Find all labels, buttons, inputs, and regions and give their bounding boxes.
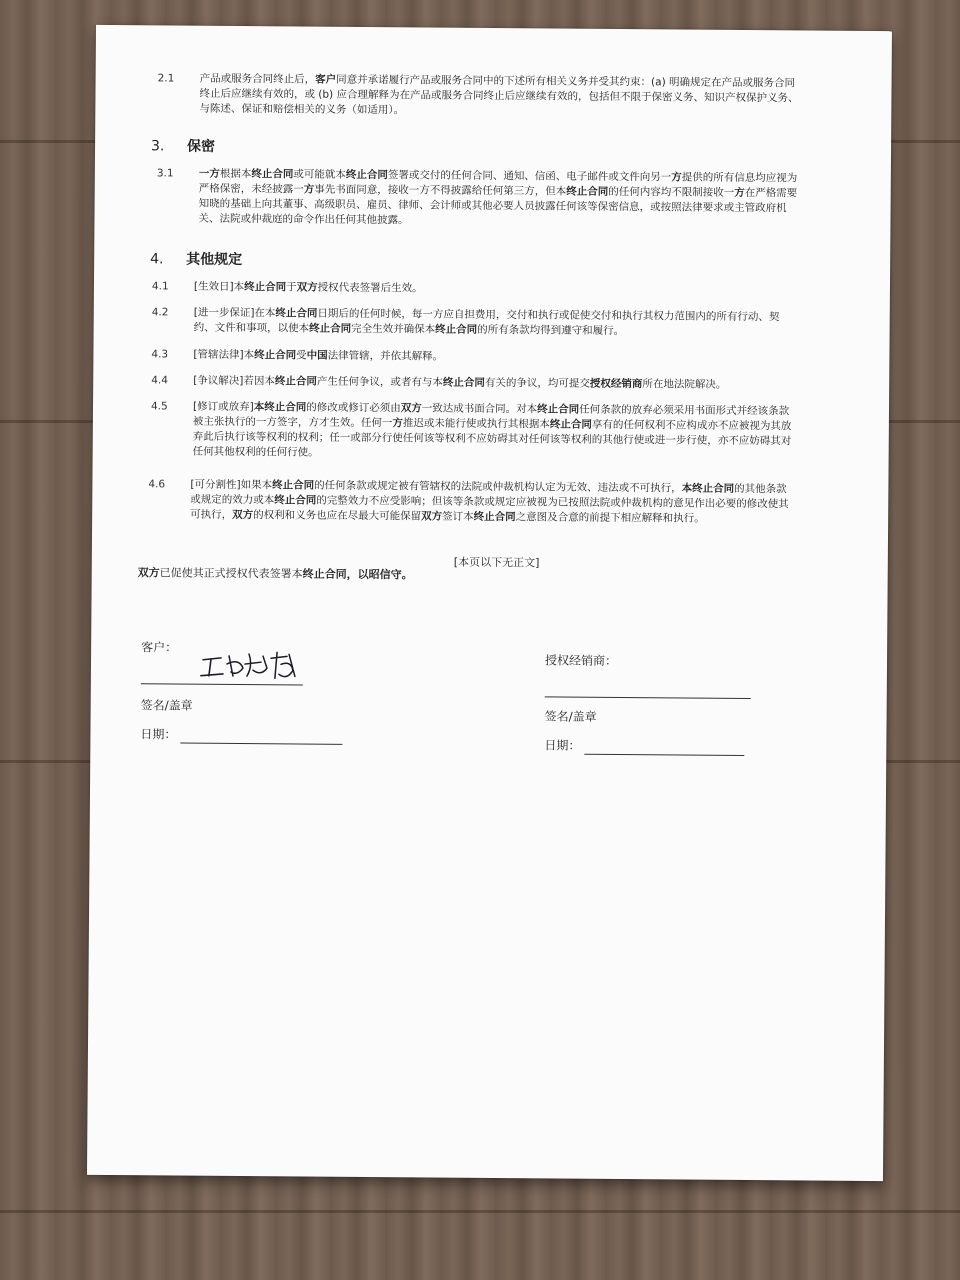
witness-statement bbox=[138, 565, 413, 583]
clause-text: 事先书面同意，接收一方不得披露给任何第三方，但本 bbox=[314, 183, 567, 198]
clause-text: 知晓的基础上向其董事、高级职员、雇员、律师、会计师或其他必要人员披露任何该等保密信息，或按照法律要求或主管政府机 bbox=[198, 197, 787, 215]
bold-term: 方 bbox=[303, 183, 315, 196]
bold-term: 终止合同 bbox=[254, 349, 297, 362]
clause-4-3 bbox=[151, 347, 871, 363]
clause-body bbox=[194, 280, 423, 297]
witness-text: 已促使其正式授权代表签署本 bbox=[159, 566, 303, 581]
clause-line bbox=[193, 374, 726, 393]
clause-number: 3.1 bbox=[156, 167, 174, 180]
bold-term: 终止合同 bbox=[251, 168, 294, 181]
clause-2-1 bbox=[157, 71, 878, 117]
clause-line bbox=[193, 348, 443, 365]
bold-term: 终止合同 bbox=[272, 479, 315, 492]
clause-text: 的所有条款均得到遵守和履行。 bbox=[477, 323, 625, 338]
clause-body bbox=[194, 306, 780, 341]
clause-4-4 bbox=[151, 373, 871, 391]
clause-text: 签订本 bbox=[442, 510, 474, 523]
clause-text: 的其他条款 bbox=[734, 482, 787, 496]
clause-body bbox=[193, 374, 726, 393]
clause-4-2 bbox=[151, 305, 872, 338]
section-title: 保密 bbox=[186, 138, 216, 155]
clause-text: 之意图及合意的前提下相应解释和执行。 bbox=[515, 511, 705, 525]
clause-4-1 bbox=[151, 279, 872, 295]
bold-term: 方 bbox=[734, 186, 745, 199]
clause-text: [进一步保证]在本 bbox=[193, 306, 276, 320]
clause-text: 日期后的任何时候，每一方应自担费用，交付和执行或促使交付和执行其权力范围内的所有行动、契 bbox=[317, 307, 780, 324]
clause-body bbox=[193, 348, 443, 365]
clause-text: 产生任何争议，或者有与本 bbox=[316, 375, 443, 389]
clause-4-5 bbox=[150, 399, 871, 459]
clause-text: 约、文件和事项，以使本 bbox=[193, 321, 310, 335]
page-end-note: [本页以下无正文] bbox=[453, 555, 540, 570]
bold-term: 终止合同 bbox=[435, 323, 478, 336]
clause-number: 2.1 bbox=[157, 72, 175, 85]
bold-term: 中国 bbox=[306, 349, 328, 362]
clause-body bbox=[199, 72, 798, 122]
clause-text: 法律管辖，并依其解释。 bbox=[327, 349, 444, 363]
clause-text: 弃此后执行该等权利的权利；任一或部分行使任何该等权利不应妨碍其对任何该等权利的其他行使或进一步行使，亦不应妨碍其对 bbox=[192, 430, 792, 448]
clause-text: 推迟或未能行使或执行其根据本 bbox=[402, 417, 550, 431]
bold-term: 方 bbox=[392, 417, 403, 430]
clause-text: 同意并承诺履行产品或服务合同中的下述所有相关义务并受其约束：(a) 明确规定在产品或服务合同 bbox=[336, 73, 796, 90]
bold-term: 终止合同 bbox=[566, 185, 609, 198]
clause-text: 所在地法院解决。 bbox=[642, 378, 727, 391]
clause-text: 终止后应继续有效的，或 (b) 应合理解释为在产品或服务合同终止后应继续有效的，包括但不限于保密义务、知识产权保护义务、 bbox=[199, 87, 799, 105]
bold-term: 终止合同 bbox=[345, 168, 388, 182]
clause-number: 4.1 bbox=[151, 280, 169, 293]
bold-term: 终止合同 bbox=[274, 494, 317, 507]
section-heading-confidentiality bbox=[151, 137, 215, 156]
clause-text: 的完整效力不应受影响；但该等条款或规定应被视为已按照法院或仲裁机构的意见作出必要的修改使其 bbox=[316, 494, 789, 511]
clause-3-1 bbox=[156, 166, 877, 227]
clause-text: 签署或交付的任何合同、通知、信函、电子邮件或文件向另一 bbox=[387, 169, 672, 184]
customer-date-label: 日期： bbox=[140, 727, 177, 742]
clause-text: [管辖法律]本 bbox=[193, 348, 255, 362]
section-number: 3. bbox=[150, 138, 165, 155]
clause-text: [生效日]本 bbox=[193, 280, 245, 294]
bold-term: 双方 bbox=[296, 281, 318, 294]
clause-text: 或可能就本 bbox=[293, 168, 346, 181]
clause-number: 4.6 bbox=[148, 478, 166, 491]
bold-term: 本终止合同 bbox=[253, 401, 307, 414]
bold-term: 双方 bbox=[400, 402, 422, 415]
clause-text: [争议解决]若因本 bbox=[193, 374, 275, 388]
clause-body bbox=[193, 400, 792, 465]
clause-text: 的任何条款或规定被有管辖权的法院或仲裁机构认定为无效、违法或不可执行， bbox=[314, 479, 682, 495]
bold-term: 终止合同 bbox=[473, 510, 516, 524]
clause-line bbox=[194, 280, 423, 297]
bold-term: 本终止合同 bbox=[681, 482, 735, 495]
clause-text: 的修改或修订必须由 bbox=[306, 401, 401, 415]
clause-text: 任何条款的放弃必须采用书面形式并经该条款 bbox=[579, 403, 790, 418]
clause-text: 的任何内容均不限制接收一 bbox=[608, 185, 735, 199]
dealer-label: 授权经销商： bbox=[544, 653, 618, 668]
bold-term: 终止合同 bbox=[549, 418, 592, 431]
bold-term: 终止合同 bbox=[537, 403, 580, 416]
section-number: 4. bbox=[150, 251, 164, 268]
clause-text: 一致达成书面合同。对本 bbox=[421, 402, 538, 416]
bold-term: 终止合同 bbox=[274, 375, 317, 388]
bold-term: 方 bbox=[671, 171, 682, 184]
clause-text: 于 bbox=[286, 281, 297, 294]
clause-text: 享有的任何权利不应构成亦不应被视为其放 bbox=[591, 418, 792, 433]
bold-term: 双方 bbox=[232, 508, 254, 522]
bold-term: 客户 bbox=[315, 73, 337, 86]
clause-text: 关、法院或仲裁庭的命令作出任何其他披露。 bbox=[198, 212, 409, 227]
clause-number: 4.2 bbox=[151, 306, 169, 319]
clause-number: 4.3 bbox=[151, 348, 169, 361]
clause-text: 完全生效并确保本 bbox=[351, 322, 436, 336]
customer-date-line[interactable] bbox=[180, 743, 342, 745]
section-title: 其他规定 bbox=[186, 251, 243, 269]
bold-term: 终止合同 bbox=[442, 376, 485, 389]
clause-text: 授权代表签署后生效。 bbox=[317, 281, 423, 295]
clause-body bbox=[190, 478, 789, 528]
clause-number: 4.4 bbox=[151, 374, 168, 387]
dealer-date-line[interactable] bbox=[584, 754, 744, 756]
clause-text: 提供的所有信息均应视为 bbox=[681, 171, 798, 185]
bold-term: 授权经销商 bbox=[589, 377, 643, 391]
bold-term: 一方 bbox=[198, 167, 220, 180]
bold-term: 终止合同 bbox=[275, 307, 318, 320]
clause-text: 被主张执行的一方签字，方才生效。任何一 bbox=[192, 415, 393, 430]
dealer-date-label: 日期： bbox=[544, 738, 581, 753]
dealer-sign-seal-label: 签名/盖章 bbox=[544, 709, 597, 724]
clause-text: [修订或放弃] bbox=[192, 400, 254, 414]
dealer-signature-line[interactable] bbox=[545, 696, 751, 699]
clause-text: 的权利和义务也应在尽最大可能保留 bbox=[253, 509, 422, 523]
customer-sign-seal-label: 签名/盖章 bbox=[140, 698, 193, 713]
bold-term: 终止合同 bbox=[244, 281, 287, 294]
clause-text: 产品或服务合同终止后， bbox=[199, 72, 316, 86]
bold-term: 终止合同 bbox=[309, 322, 352, 335]
clause-text: 受 bbox=[296, 349, 307, 362]
customer-label: 客户： bbox=[141, 640, 178, 655]
clause-text: 在严格需要 bbox=[744, 186, 798, 200]
section-heading-other-provisions bbox=[150, 250, 242, 269]
clause-text: 任何其他权利的任何行使。 bbox=[192, 445, 319, 459]
clause-text: 根据本 bbox=[219, 167, 252, 181]
clause-body bbox=[198, 167, 797, 232]
witness-contract: 终止合同，以昭信守。 bbox=[302, 567, 413, 582]
clause-text: 严格保密，未经披露一 bbox=[198, 182, 304, 196]
contract-page bbox=[87, 25, 892, 1181]
witness-parties: 双方 bbox=[137, 566, 160, 580]
clause-text: 或规定的效力或本 bbox=[190, 493, 275, 507]
clause-text: 有关的争议，均可提交 bbox=[484, 376, 590, 390]
customer-handwritten-signature bbox=[191, 646, 311, 687]
clause-text: 可执行， bbox=[190, 508, 233, 521]
clause-number: 4.5 bbox=[150, 400, 168, 413]
clause-text: [可分割性]如果本 bbox=[190, 478, 273, 492]
clause-text: 与陈述、保证和赔偿相关的义务（如适用）。 bbox=[199, 102, 405, 117]
bold-term: 双方 bbox=[421, 510, 443, 523]
clause-4-6 bbox=[148, 477, 868, 525]
